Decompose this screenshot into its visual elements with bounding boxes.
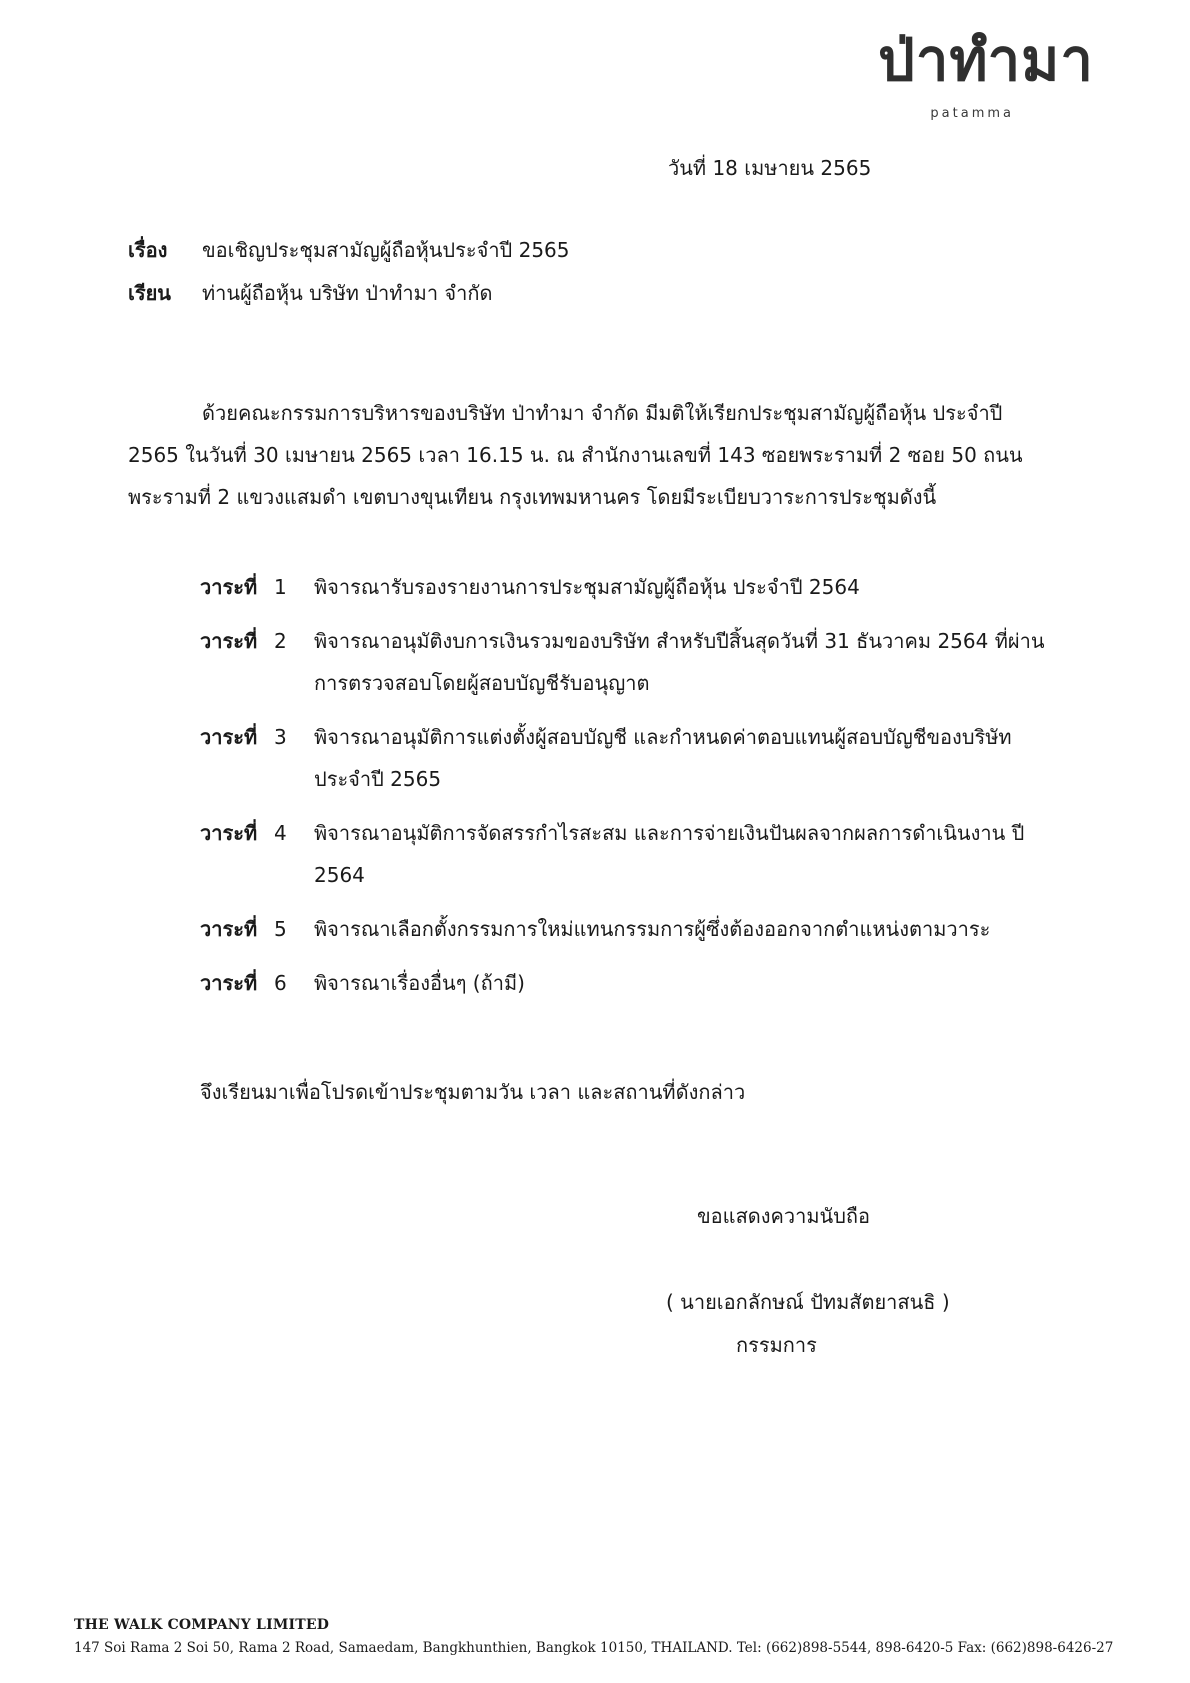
agenda-number: 5	[274, 917, 287, 941]
agenda-label: วาระที่	[200, 917, 258, 941]
agenda-number: 3	[274, 725, 287, 749]
agenda-label: วาระที่	[200, 629, 258, 653]
recipient-label: เรียน	[128, 281, 171, 305]
regards-line: ขอแสดงความนับถือ	[697, 1204, 871, 1228]
agenda-number: 6	[274, 971, 287, 995]
agenda-text: พิจารณาอนุมัติการแต่งตั้งผู้สอบบัญชี และกำหนดค่าตอบแทนผู้สอบบัญชีของบริษัท ประจำปี 2565	[314, 725, 1012, 791]
agenda-text: พิจารณาอนุมัติการจัดสรรกำไรสะสม และการจ่ายเงินปันผลจากผลการดำเนินงาน ปี 2564	[314, 821, 1025, 887]
subject-label: เรื่อง	[128, 238, 168, 262]
agenda-number: 2	[274, 629, 287, 653]
closing-sentence: จึงเรียนมาเพื่อโปรดเข้าประชุมตามวัน เวลา และสถานที่ดังกล่าว	[200, 1080, 746, 1104]
agenda-text: พิจารณาเรื่องอื่นๆ (ถ้ามี)	[314, 971, 525, 995]
body-paragraph	[128, 392, 1058, 518]
agenda-label: วาระที่	[200, 821, 258, 845]
agenda-label: วาระที่	[200, 971, 258, 995]
recipient-value: ท่านผู้ถือหุ้น บริษัท ป่าทำมา จำกัด	[202, 281, 493, 305]
logo-subtitle: patamma	[930, 106, 1014, 121]
agenda-text: พิจารณารับรองรายงานการประชุมสามัญผู้ถือหุ้น ประจำปี 2564	[314, 575, 860, 599]
subject-value: ขอเชิญประชุมสามัญผู้ถือหุ้นประจำปี 2565	[202, 238, 570, 262]
agenda-label: วาระที่	[200, 575, 258, 599]
body-paragraph-text: ด้วยคณะกรรมการบริหารของบริษัท ป่าทำมา จำกัด มีมติให้เรียกประชุมสามัญผู้ถือหุ้น ประจำปี 2565 ในวันที่ 30 เมษายน 2565 เวลา 16.15 น. ณ สำนักงานเลขที่ 143 ซอยพระรามที่ 2 ซอย 50 ถนนพระรามที่ 2 แขวงแสมดำ เขตบางขุนเทียน กรุงเทพมหานคร โดยมีระเบียบวาระการประชุมดังนี้	[128, 401, 1023, 509]
letter-date: วันที่ 18 เมษายน 2565	[668, 156, 872, 180]
signer-name: ( นายเอกลักษณ์ ปัทมสัตยาสนธิ )	[666, 1290, 950, 1314]
company-logo	[854, 20, 1094, 121]
footer-company-name: THE WALK COMPANY LIMITED	[74, 1617, 330, 1633]
agenda-text: พิจารณาเลือกตั้งกรรมการใหม่แทนกรรมการผู้ซึ่งต้องออกจากตำแหน่งตามวาระ	[314, 917, 991, 941]
agenda-label: วาระที่	[200, 725, 258, 749]
logo-wordmark: ป่าทำมา	[878, 26, 1094, 94]
agenda-number: 1	[274, 575, 287, 599]
signer-position: กรรมการ	[736, 1333, 817, 1357]
footer-address: 147 Soi Rama 2 Soi 50, Rama 2 Road, Samaedam, Bangkhunthien, Bangkok 10150, THAILAND. Tel: (662)898-5544, 898-6420-5 Fax: (662)898-6426-27	[74, 1640, 1114, 1656]
agenda-text: พิจารณาอนุมัติงบการเงินรวมของบริษัท สำหรับปีสิ้นสุดวันที่ 31 ธันวาคม 2564 ที่ผ่านการตรวจสอบโดยผู้สอบบัญชีรับอนุญาต	[314, 629, 1045, 695]
agenda-number: 4	[274, 821, 287, 845]
